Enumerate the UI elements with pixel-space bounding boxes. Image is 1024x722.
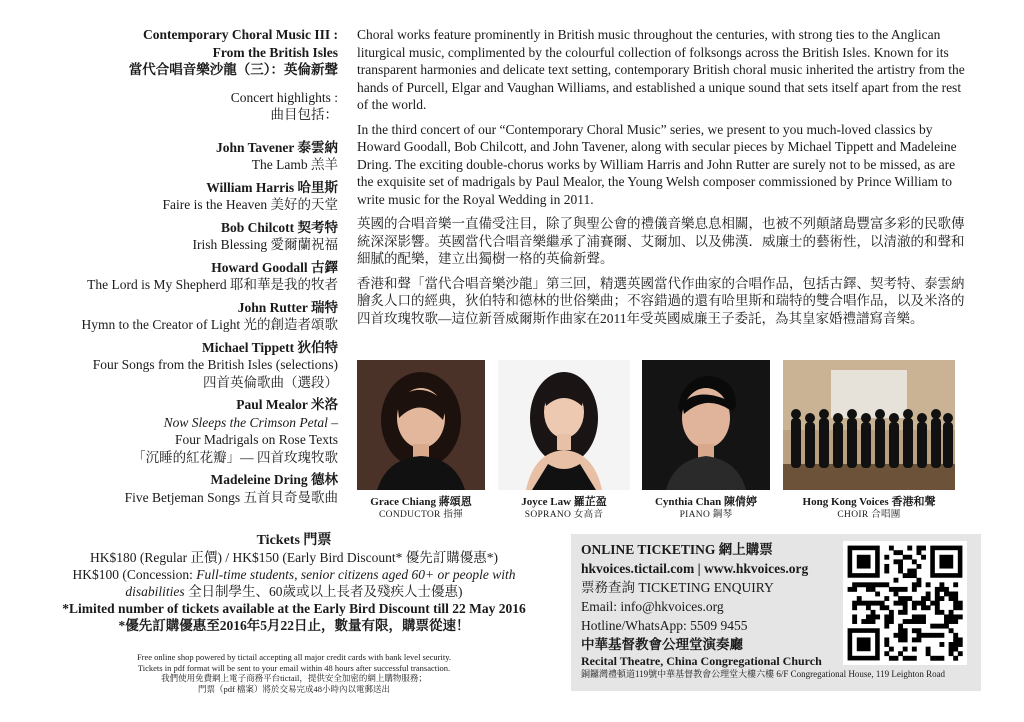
cynthia-chan-role: PIANO 鋼琴 xyxy=(679,510,733,520)
ticketing-urls[interactable]: hkvoices.tictail.com | www.hkvoices.org xyxy=(581,561,809,576)
joyce-law-photo xyxy=(498,360,630,490)
enquiry-email[interactable]: Email: info@hkvoices.org xyxy=(581,599,724,614)
venue-zh: 中華基督教會公理堂演奏廳 xyxy=(581,637,743,652)
work-chilcott: Irish Blessing 愛爾蘭祝福 xyxy=(192,237,338,252)
cynthia-chan-name: Cynthia Chan 陳倩婷 xyxy=(654,496,758,508)
performer-photos xyxy=(357,360,969,530)
tickets-heading: Tickets 門票 xyxy=(256,533,332,548)
intro-paragraph-3: 英國的合唱音樂一直備受注目，除了與聖公會的禮儀音樂息息相關，也被不列顛諸島豐富多彩的民歌傳統深深影響。英國當代合唱音樂繼承了浦賽爾、艾爾加、以及佛漢．威廉士的藝術性，以清澈的和聲和細膩的配樂，建立出獨樹一格的英倫新聲。 xyxy=(357,216,965,266)
work-tavener: The Lamb 羔羊 xyxy=(251,157,338,172)
intro-paragraph-1: Choral works feature prominently in British music throughout the centuries, with strong ties to the Anglican liturgical music, complimented by the colourful collection of folksongs across the British Isles. Known for its transparent harmonies and delicate text setting, contemporary British choral music inherited the artistry from the hands of Purcell, Elgar and Vaughan Williams, and established a unique sound that sets itself apart from the rest of the world. xyxy=(357,27,965,112)
composer-chilcott: Bob Chilcott 契考特 xyxy=(220,219,338,235)
tictail-fine-print xyxy=(20,652,568,694)
composer-dring: Madeleine Dring 德林 xyxy=(210,472,338,487)
early-bird-note-en: *Limited number of tickets available at the Early Bird Discount till 22 May 2016 xyxy=(62,601,526,616)
description-column xyxy=(357,26,969,334)
work-goodall: The Lord is My Shepherd 耶和華是我的牧者 xyxy=(87,277,338,292)
cynthia-chan-photo xyxy=(642,360,770,490)
composer-rutter: John Rutter 瑞特 xyxy=(237,299,338,315)
online-ticketing-label: ONLINE TICKETING 網上購票 xyxy=(581,542,773,557)
hong-kong-voices-caption xyxy=(783,496,955,522)
work-dring: Five Betjeman Songs 五首貝奇曼歌曲 xyxy=(124,489,338,505)
fine-print-1: Free online shop powered by tictail accepting all major credit cards with bank level security. xyxy=(136,652,452,662)
composer-tavener: John Tavener 泰雲納 xyxy=(215,139,338,155)
work-tippett: Four Songs from the British Isles (selections) xyxy=(92,357,338,372)
joyce-law-role: SOPRANO 女高音 xyxy=(524,510,604,520)
composer-harris: William Harris 哈里斯 xyxy=(206,179,338,195)
grace-chiang-name: Grace Chiang 蔣頌恩 xyxy=(370,496,472,508)
intro-paragraph-4: 香港和聲「當代合唱音樂沙龍」第三回，精選英國當代作曲家的合唱作品，包括古鐸、契考特、泰雲納膾炙人口的經典，狄伯特和德林的世俗樂曲；不容錯過的還有哈里斯和瑞特的雙合唱作品，以及米洛的四首玫瑰牧歌—這位新晉威爾斯作曲家在2011年受英國威廉王子委託，為其皇家婚禮譜寫音樂。 xyxy=(357,275,965,326)
fine-print-4: 門票（pdf 檔案）將於交易完成48小時內以電郵送出 xyxy=(198,683,390,694)
concert-title-line1: Contemporary Choral Music III : xyxy=(143,27,338,42)
composer-mealor: Paul Mealor 米洛 xyxy=(236,397,338,412)
joyce-law-name: Joyce Law 羅芷盈 xyxy=(521,496,607,508)
composer-goodall: Howard Goodall 古鐸 xyxy=(211,259,338,275)
ticket-concession-cont: disabilities 全日制學生、60歲或以上長者及殘疾人士優惠) xyxy=(125,584,463,599)
qr-code-icon[interactable] xyxy=(843,541,967,665)
grace-chiang-caption xyxy=(357,496,485,522)
tickets-section xyxy=(20,532,568,634)
grace-chiang-role: CONDUCTOR 指揮 xyxy=(379,510,463,520)
highlights-label-zh: 曲目包括： xyxy=(270,107,338,122)
work-rutter: Hymn to the Creator of Light 光的創造者頌歌 xyxy=(81,317,338,332)
concert-title-zh: 當代合唱音樂沙龍（三）：英倫新聲 xyxy=(128,62,338,77)
ticketing-enquiry-label: 票務查詢 TICKETING ENQUIRY xyxy=(581,580,774,595)
work-mealor-sub: Four Madrigals on Rose Texts xyxy=(174,432,338,447)
venue-address: 銅鑼灣禮頓道119號中華基督教會公理堂大樓六樓 6/F Congregational House, 119 Leighton Road xyxy=(581,669,946,679)
fine-print-2: Tickets in pdf format will be sent to your email within 48 hours after successful transaction. xyxy=(137,662,451,673)
enquiry-hotline: Hotline/WhatsApp: 5509 9455 xyxy=(581,618,748,633)
venue-en: Recital Theatre, China Congregational Church xyxy=(581,654,822,668)
ticketing-box xyxy=(571,534,981,691)
hong-kong-voices-role: CHOIR 合唱團 xyxy=(837,510,901,520)
grace-chiang-photo xyxy=(357,360,485,490)
concert-title-line2: From the British Isles xyxy=(212,44,338,60)
work-mealor: Now Sleeps the Crimson Petal – xyxy=(163,414,338,430)
joyce-law-caption xyxy=(498,496,630,522)
highlights-label-en: Concert highlights : xyxy=(230,89,338,105)
work-mealor-zh: 「沉睡的紅花瓣」— 四首玫瑰牧歌 xyxy=(132,449,338,465)
work-harris: Faire is the Heaven 美好的天堂 xyxy=(162,197,338,212)
work-tippett-zh: 四首英倫歌曲（選段） xyxy=(203,374,338,390)
ticket-price-regular: HK$180 (Regular 正價) / HK$150 (Early Bird Discount* 優先訂購優惠*) xyxy=(90,550,498,565)
cynthia-chan-caption xyxy=(642,496,770,522)
intro-paragraph-2: In the third concert of our “Contemporary Choral Music” series, we present to you much-loved classics by Howard Goodall, Bob Chilcott, and John Tavener, along with secular pieces by Michael Tippett and Madeleine Dring. The exciting double-chorus works by William Harris and John Rutter are surely not to be missed, as are the exquisite set of madrigals by Paul Mealor, the Young Welsh composer commissioned by Prince William to write music for the Royal Wedding in 2011. xyxy=(357,121,957,207)
programme-column xyxy=(20,26,338,506)
composer-tippett: Michael Tippett 狄伯特 xyxy=(201,339,338,355)
early-bird-note-zh: *優先訂購優惠至2016年5月22日止，數量有限，購票從速！ xyxy=(118,618,470,633)
ticket-price-concession: HK$100 (Concession: Full-time students, senior citizens aged 60+ or people with xyxy=(72,567,516,582)
hong-kong-voices-photo xyxy=(783,360,955,490)
fine-print-3: 我們使用免費網上電子商務平台tictail，提供安全加密的網上購物服務； xyxy=(161,673,427,683)
hong-kong-voices-name: Hong Kong Voices 香港和聲 xyxy=(802,496,936,508)
